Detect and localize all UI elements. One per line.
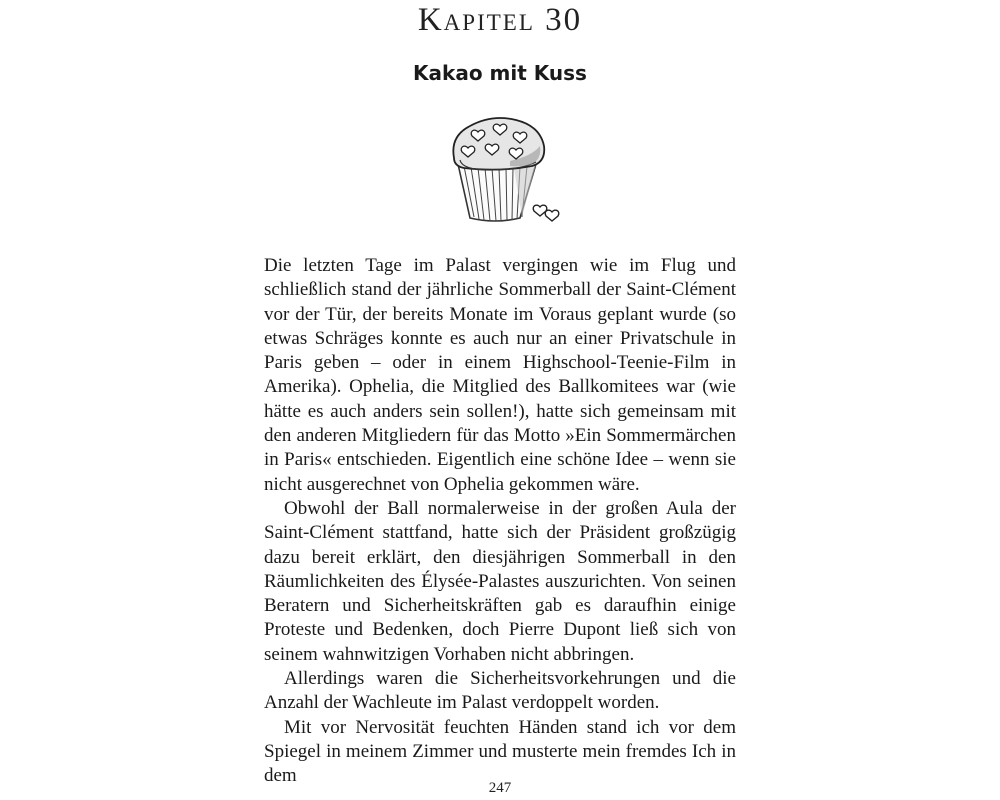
paragraph: Die letzten Tage im Palast vergingen wie im Flug und schließlich stand der jährliche Sommerball der Saint-Clément vor der Tür, der bereits Monate im Voraus geplant wurde (so etwas Schräges konnte es auch nur an einer Privatschule in Paris geben – oder in einem Highschool-Teenie-Film in Amerika). Ophelia, die Mitglied des Ballkomitees war (wie hätte es auch anders sein sollen!), hatte sich gemeinsam mit den anderen Mitgliedern für das Motto »Ein Sommermärchen in Paris« entschieden. Eigentlich eine schöne Idee – wenn sie nicht ausgerechnet von Ophelia gekommen wäre. (264, 255, 736, 495)
body-text (264, 254, 736, 789)
page-number: 247 (488, 780, 512, 796)
paragraph: Mit vor Nervosität feuchten Händen stand ich vor dem Spiegel in meinem Zimmer und musterte mein fremdes Ich in dem (264, 716, 736, 787)
chapter-title (0, 0, 1000, 40)
chapter-subtitle: Kakao mit Kuss (413, 61, 587, 85)
cupcake-illustration (440, 106, 570, 231)
paragraph: Obwohl der Ball normalerweise in der großen Aula der Saint-Clément stattfand, hatte sich der Präsident großzügig dazu bereit erklärt, den diesjährigen Sommerball in den Räumlichkeiten des Élysée-Palastes auszurichten. Von seinen Beratern und Sicherheitskräften gab es daraufhin einige Proteste und Bedenken, doch Pierre Dupont ließ sich von seinem wahnwitzigen Vorhaben nicht abbringen. (264, 497, 736, 665)
paragraph: Allerdings waren die Sicherheitsvorkehrungen und die Anzahl der Wachleute im Palast verdoppelt worden. (264, 668, 736, 714)
cupcake-icon (440, 106, 570, 231)
chapter-title-text: Kapitel 30 (417, 2, 583, 38)
